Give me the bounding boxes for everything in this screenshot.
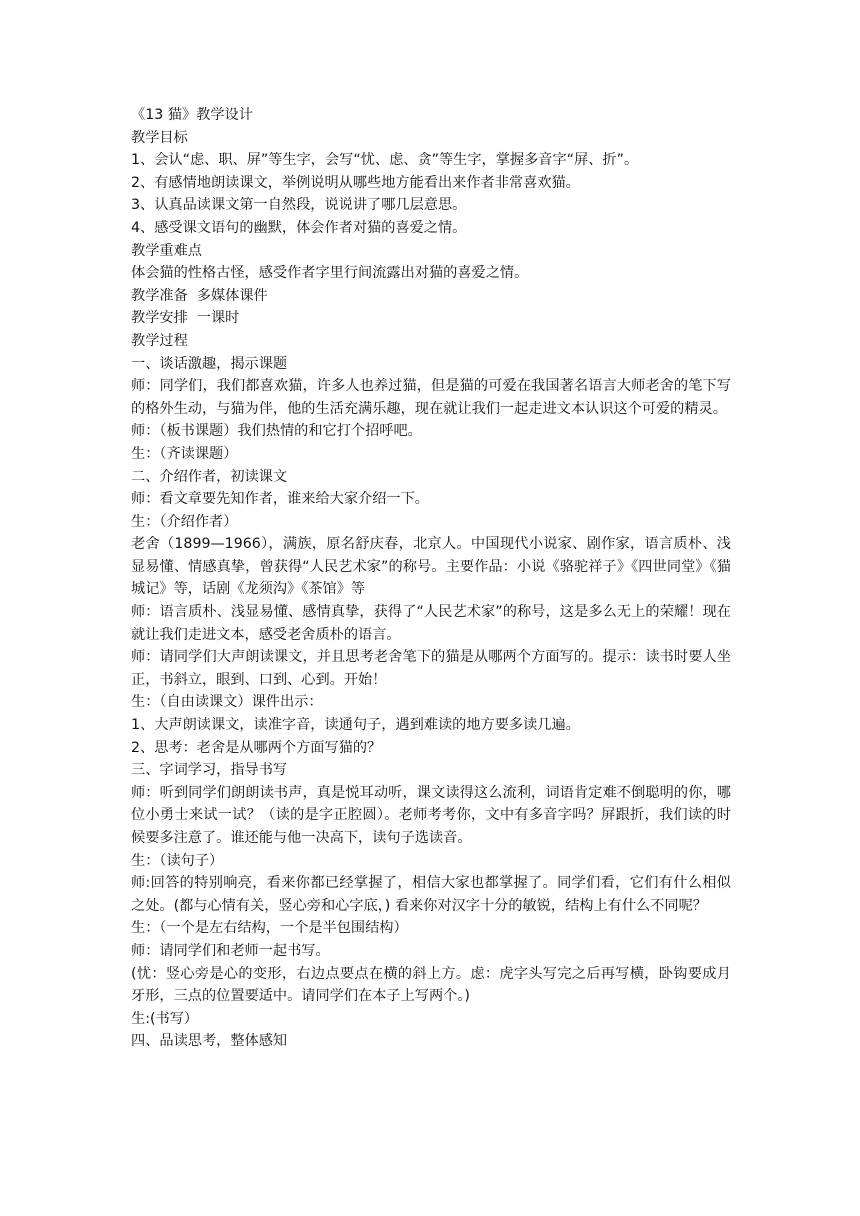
document-line: 生:(书写） xyxy=(131,1010,199,1027)
document-line: 师：语言质朴、浅显易懂、感情真挚，获得了“人民艺术家”的称号，这是多么无上的荣耀！现在就让我们走进文本，感受老舍质朴的语言。 xyxy=(131,604,731,643)
document-line: 师:回答的特别响亮，看来你都已经掌握了，相信大家也都掌握了。同学们看，它们有什么相似之处。(都与心情有关，竖心旁和心字底，) 看来你对汉字十分的敏锐，结构上有什么不同呢？ xyxy=(131,875,731,914)
document-line: 4、感受课文语句的幽默，体会作者对猫的喜爱之情。 xyxy=(131,219,467,236)
document-line: 师：听到同学们朗朗读书声，真是悦耳动听，课文读得这么流利，词语肯定难不倒聪明的你，哪位小勇士来试一试？（读的是字正腔圆）。老师考考你，文中有多音字吗？屏跟折，我们读的时候要多注意了。谁还能与他一决高下，读句子选读音。 xyxy=(131,784,731,846)
document-line: 生：（读句子） xyxy=(131,852,224,869)
document-line: 1、大声朗读课文，读准字音，读通句子，遇到难读的地方要多读几遍。 xyxy=(131,717,580,734)
document-line: 3、认真品读课文第一自然段，说说讲了哪几层意思。 xyxy=(131,197,467,214)
document-line: 教学过程 xyxy=(131,332,188,349)
document-line: 生：（齐读课题） xyxy=(131,445,238,462)
document-line: 教学准备 多媒体课件 xyxy=(131,287,268,304)
document-line: 四、品读思考，整体感知 xyxy=(131,1033,288,1050)
document-line: 生：（一个是左右结构，一个是半包围结构） xyxy=(131,920,408,937)
document-line: 生：（介绍作者） xyxy=(131,513,238,530)
document-line: 2、思考：老舍是从哪两个方面写猫的？ xyxy=(131,739,382,756)
document-line: 师：（板书课题）我们热情的和它打个招呼吧。 xyxy=(131,423,422,440)
document-line: 二、介绍作者，初读课文 xyxy=(131,468,288,485)
document-line: 教学安排 一课时 xyxy=(131,310,240,327)
document-line: 生：（自由读课文）课件出示： xyxy=(131,694,323,711)
document-line: 一、谈话激趣，揭示课题 xyxy=(131,355,288,372)
document-line: 师：看文章要先知作者，谁来给大家介绍一下。 xyxy=(131,491,429,508)
document-line: 1、会认“虑、职、屏”等生字，会写“忧、虑、贪”等生字，掌握多音字“屏、折”。 xyxy=(131,152,639,169)
document-line: 教学重难点 xyxy=(131,242,202,259)
document-line: (忧：竖心旁是心的变形，右边点要点在横的斜上方。虑：虎字头写完之后再写横，卧钩要成月牙形，三点的位置要适中。请同学们在本子上写两个。) xyxy=(131,965,731,1005)
document-line: 2、有感情地朗读课文，举例说明从哪些地方能看出来作者非常喜欢猫。 xyxy=(131,174,580,191)
document-page xyxy=(131,104,731,1053)
document-line: 《13 猫》教学设计 xyxy=(131,107,253,123)
document-line: 师：请同学们大声朗读课文，并且思考老舍笔下的猫是从哪两个方面写的。提示：读书时要人坐正，书斜立，眼到、口到、心到。开始！ xyxy=(131,649,731,688)
document-line: 教学目标 xyxy=(131,129,188,146)
document-line: 老舍（1899—1966），满族，原名舒庆春，北京人。中国现代小说家、剧作家，语言质朴、浅显易懂、情感真挚，曾获得“人民艺术家”的称号。主要作品：小说《骆驼祥子》《四世同堂》《猫城记》等，话剧《龙须沟》《茶馆》等 xyxy=(131,536,731,598)
document-line: 师：请同学们和老师一起书写。 xyxy=(131,942,330,959)
document-line: 体会猫的性格古怪，感受作者字里行间流露出对猫的喜爱之情。 xyxy=(131,265,529,282)
document-line: 三、字词学习，指导书写 xyxy=(131,762,288,779)
document-line: 师：同学们，我们都喜欢猫，许多人也养过猫，但是猫的可爱在我国著名语言大师老舍的笔下写的格外生动，与猫为伴，他的生活充满乐趣，现在就让我们一起走进文本认识这个可爱的精灵。 xyxy=(131,378,731,417)
